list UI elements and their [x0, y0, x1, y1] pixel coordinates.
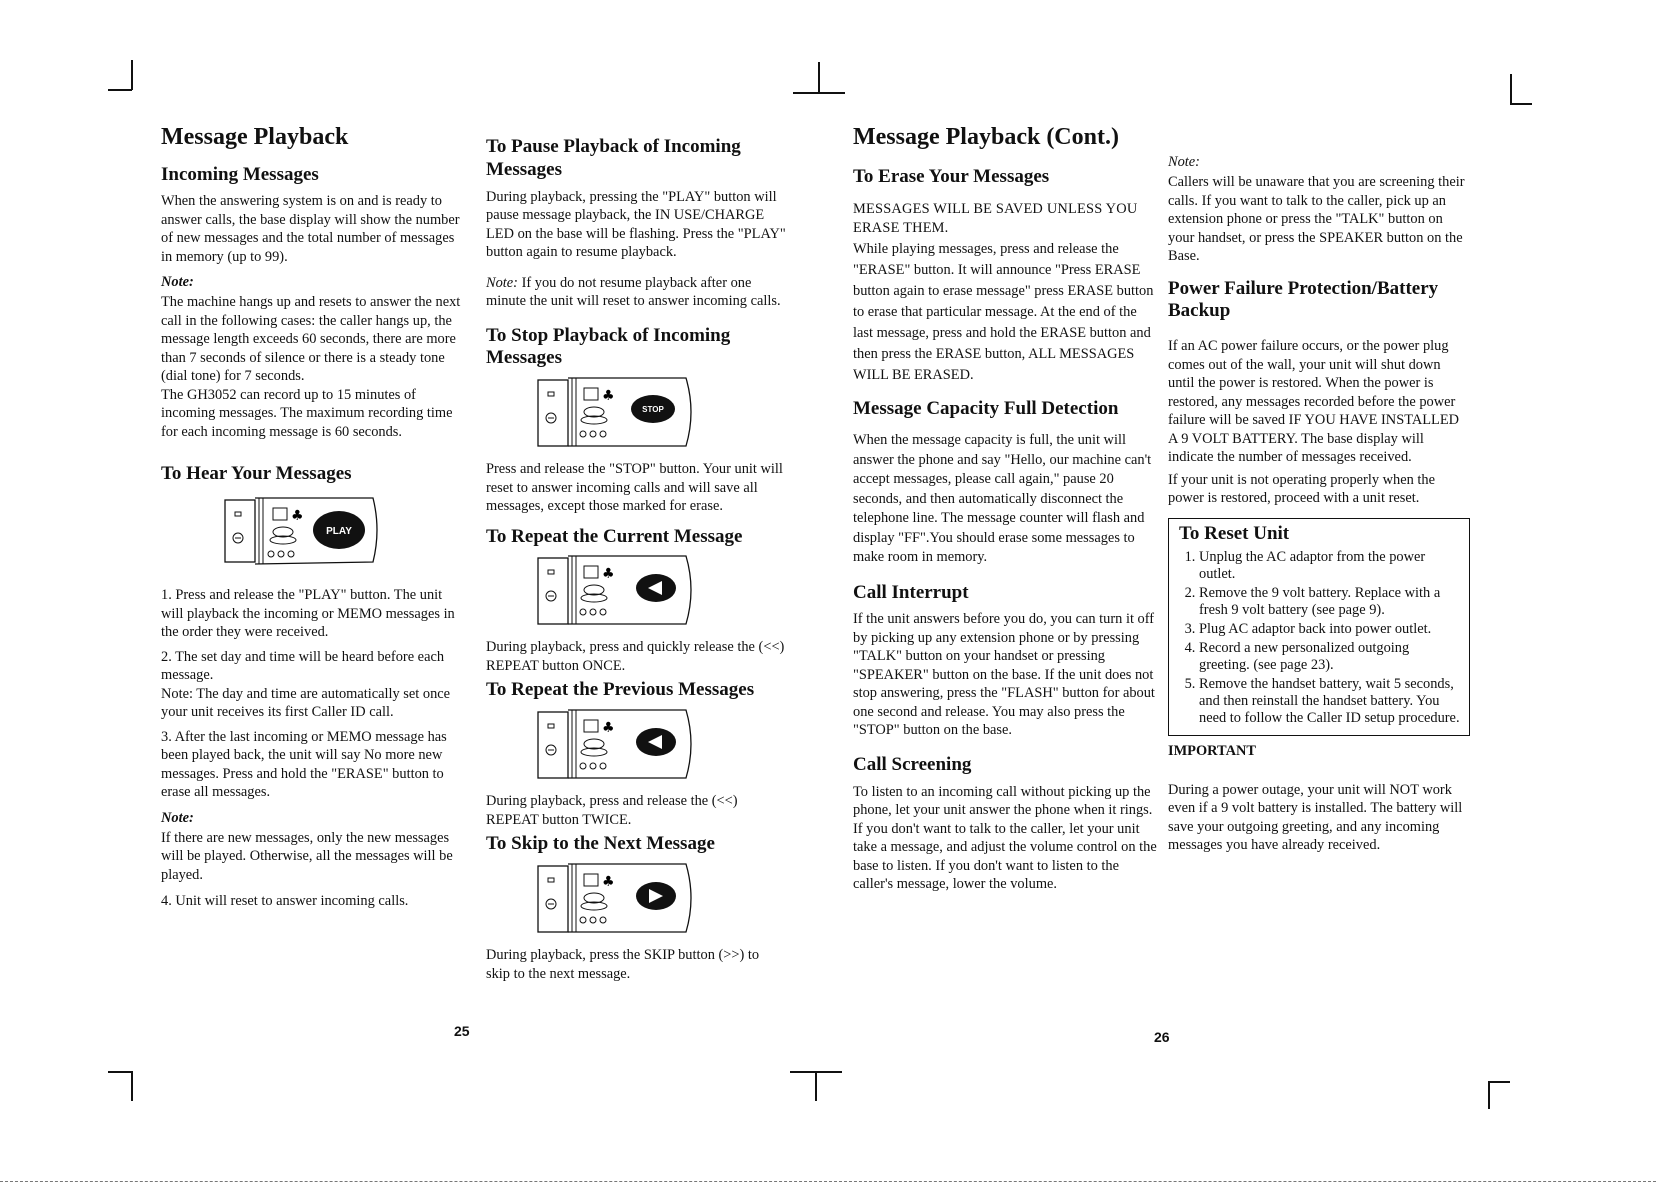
- screening-note-label: Note:: [1168, 154, 1200, 170]
- incoming-heading: Incoming Messages: [161, 163, 319, 185]
- crop-mark-bottom-left-h: [108, 1071, 132, 1073]
- page-number-left: 25: [454, 1023, 470, 1039]
- note-label: Note:: [161, 274, 194, 291]
- call-screening-text: To listen to an incoming call without picking up the phone, let your unit answer the phone when it rings. If you don't want to talk to the caller, let your unit take a message, and adjust the volume control on the base to listen. If you don't want to listen to the caller's message, lower the volume.: [853, 783, 1157, 893]
- stop-heading: To Stop Playback of Incoming Messages: [486, 324, 731, 369]
- page-title-cont: Message Playback (Cont.): [853, 124, 1119, 150]
- reset-step: 2. Remove the 9 volt battery. Replace with a fresh 9 volt battery (see page 9).: [1199, 585, 1463, 619]
- skip-heading: To Skip to the Next Message: [486, 833, 715, 855]
- crop-mark-top-right-v: [1510, 74, 1512, 104]
- device-skip-illustration: [536, 862, 706, 938]
- column-2: [486, 136, 786, 989]
- pause-note-text: If you do not resume playback after one minute the unit will reset to answer incoming calls.: [486, 274, 781, 310]
- crop-mark-top-left-h: [108, 89, 132, 91]
- pause-note-label: Note:: [486, 274, 518, 291]
- important-text: During a power outage, your unit will NOT work even if a 9 volt battery is installed. The battery will save your outgoing greeting, and any incoming messages you have already received.: [1168, 781, 1463, 854]
- skip-text: During playback, press the SKIP button (>>) to skip to the next message.: [486, 947, 760, 982]
- repeat-current-text: During playback, press and quickly release the (<<) REPEAT button ONCE.: [486, 639, 785, 674]
- svg-text:PLAY: PLAY: [326, 526, 352, 538]
- hear-step-2: 2. The set day and time will be heard before each message.: [161, 648, 445, 684]
- hear-step-1: 1. Press and release the "PLAY" button. The unit will playback the incoming or MEMO messages in the order they were received.: [161, 587, 455, 641]
- crop-mark-bottom-right-v: [1488, 1081, 1490, 1109]
- incoming-text: When the answering system is on and is ready to answer calls, the base display will show the number of new messages and the total number of messages in memory (up to 99).: [161, 193, 460, 265]
- reset-step: 3. Plug AC adaptor back into power outlet.: [1199, 621, 1463, 638]
- crop-mark-top-center-h: [793, 92, 845, 94]
- note-text: The machine hangs up and resets to answer the next call in the following cases: the caller hangs up, the message length exceeds 60 seconds, there are more than 7 seconds of silence or there is a steady tone (dial tone) for 7 seconds.: [161, 294, 461, 385]
- column-1: [161, 124, 461, 917]
- erase-text: While playing messages, press and release the "ERASE" button. It will announce "Press ERASE button again to erase message" press ERASE button to erase that particular message. At the end of the last message, press and hold the ERASE button and then press the ERASE button, ALL MESSAGES WILL BE ERASED.: [853, 241, 1154, 384]
- power-failure-heading: Power Failure Protection/Battery Backup: [1168, 277, 1439, 322]
- hear-step-2-note: Note: The day and time are automatically set once your unit receives its first Caller ID call.: [161, 685, 451, 721]
- device-repeat-twice-illustration: [536, 708, 706, 784]
- power-failure-text: If an AC power failure occurs, or the power plug comes out of the wall, your unit will shut down until the power is restored. When the power is restored, any messages recorded before the power failure will be saved IF YOU HAVE INSTALLED A 9 VOLT BATTERY. The base display will indicate the number of messages received.: [1168, 338, 1460, 466]
- svg-text:STOP: STOP: [642, 405, 664, 415]
- svg-text:♣: ♣: [602, 720, 615, 737]
- crop-mark-bottom-right-h: [1488, 1081, 1510, 1083]
- hear-step-4: 4. Unit will reset to answer incoming calls.: [161, 893, 409, 910]
- erase-caps: MESSAGES WILL BE SAVED UNLESS YOU ERASE THEM.: [853, 201, 1138, 236]
- page-title: Message Playback: [161, 124, 349, 150]
- pause-note: [486, 274, 786, 311]
- full-detection-text: When the message capacity is full, the unit will answer the phone and say "Hello, our machine can't accept messages, please call again," pause 20 seconds, and then automatically disconnect the telephone line. The message counter will flash and display "FF".You should erase some messages to make room in memory.: [853, 432, 1152, 566]
- call-screening-heading: Call Screening: [853, 753, 972, 775]
- hear-heading: To Hear Your Messages: [161, 463, 352, 485]
- note-text-2: If there are new messages, only the new messages will be played. Otherwise, all the messages will be played.: [161, 829, 453, 883]
- important-label: IMPORTANT: [1168, 743, 1256, 760]
- reset-step: 1. Unplug the AC adaptor from the power outlet.: [1199, 549, 1463, 583]
- erase-heading: To Erase Your Messages: [853, 165, 1050, 187]
- page-number-right: 26: [1154, 1029, 1170, 1045]
- power-failure-text-2: If your unit is not operating properly when the power is restored, proceed with a unit reset.: [1168, 471, 1435, 507]
- crop-mark-top-center-v: [818, 62, 820, 92]
- column-4: [1168, 154, 1470, 861]
- crop-mark-bottom-left-v: [131, 1071, 133, 1101]
- scan-edge-line: [0, 1181, 1656, 1183]
- device-stop-illustration: [536, 376, 706, 452]
- reset-unit-heading: To Reset Unit: [1179, 522, 1290, 544]
- repeat-previous-text: During playback, press and release the (<<) REPEAT button TWICE.: [486, 793, 738, 828]
- svg-text:♣: ♣: [602, 566, 615, 583]
- device-play-illustration: [223, 492, 463, 572]
- capacity-text: The GH3052 can record up to 15 minutes of incoming messages. The maximum recording time for each incoming message is 60 seconds.: [161, 386, 453, 440]
- device-repeat-illustration: [536, 554, 706, 630]
- call-interrupt-text: If the unit answers before you do, you can turn it off by picking up any extension phone or by pressing "TALK" button on your handset or pressing "SPEAKER" button on the base. If the unit does not stop answering, press the "FLASH" button for about one second and release. You may also press the "STOP" button on the base.: [853, 611, 1155, 739]
- crop-mark-top-left-v: [131, 60, 133, 90]
- full-detection-heading: Message Capacity Full Detection: [853, 398, 1119, 420]
- note-label-2: Note:: [161, 809, 194, 826]
- call-interrupt-heading: Call Interrupt: [853, 581, 969, 603]
- svg-text:♣: ♣: [602, 388, 615, 405]
- hear-step-3: 3. After the last incoming or MEMO message has been played back, the unit will say No more new messages. Press and hold the "ERASE" button to erase all messages.: [161, 728, 447, 801]
- stop-text: Press and release the "STOP" button. Your unit will reset to answer incoming calls and will save all messages, except those marked for erase.: [486, 461, 783, 515]
- reset-steps-list: [1179, 549, 1463, 727]
- svg-text:♣: ♣: [291, 508, 304, 525]
- crop-mark-top-right-h: [1510, 103, 1532, 105]
- repeat-current-heading: To Repeat the Current Message: [486, 525, 743, 547]
- crop-mark-bottom-center-v: [815, 1071, 817, 1101]
- svg-text:♣: ♣: [602, 874, 615, 891]
- reset-step: 4. Record a new personalized outgoing greeting. (see page 23).: [1199, 640, 1463, 674]
- pause-text: During playback, pressing the "PLAY" button will pause message playback, the IN USE/CHARGE LED on the base will be flashing. Press the "PLAY" button again to resume playback.: [486, 188, 786, 261]
- screening-note-text: Callers will be unaware that you are screening their calls. If you want to talk to the caller, pick up an extension phone or press the "TALK" button on your handset, or press the SPEAKER button on the Base.: [1168, 174, 1465, 264]
- pause-heading: To Pause Playback of Incoming Messages: [486, 136, 741, 180]
- reset-unit-box: [1168, 518, 1470, 737]
- column-3: [853, 124, 1159, 900]
- reset-step: 5. Remove the handset battery, wait 5 seconds, and then reinstall the handset battery. You need to follow the Caller ID setup procedure.: [1199, 676, 1463, 727]
- repeat-previous-heading: To Repeat the Previous Messages: [486, 679, 755, 701]
